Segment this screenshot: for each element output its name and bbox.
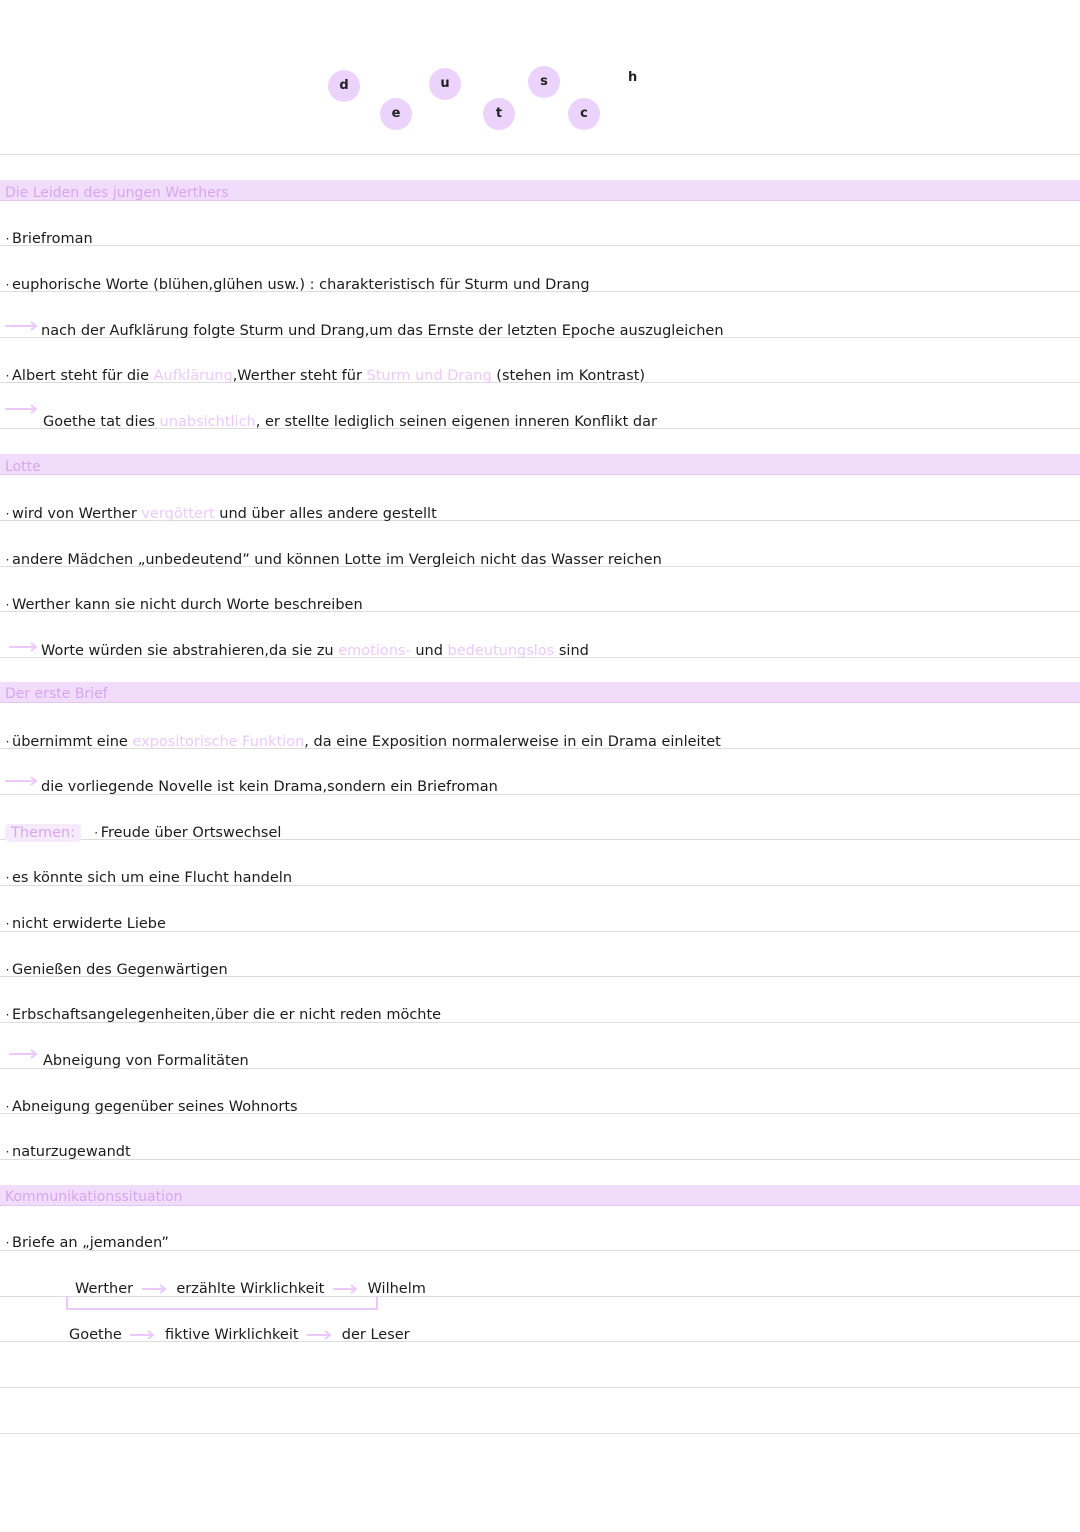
note-text: Erbschaftsangelegenheiten,über die er nicht reden möchte xyxy=(12,1007,442,1023)
section-heading-komm: Kommunikationssituation xyxy=(5,1189,183,1205)
note-line xyxy=(5,868,292,888)
note-text: Werther kann sie nicht durch Worte beschreiben xyxy=(12,597,363,613)
bullet: · xyxy=(5,1008,10,1022)
bullet: · xyxy=(5,963,10,977)
note-line xyxy=(5,366,645,386)
bullet: · xyxy=(5,735,10,749)
note-line: nach der Aufklärung folgte Sturm und Drang,um das Ernste der letzten Epoche auszugleichen xyxy=(41,323,724,339)
section-heading-werther: Die Leiden des jungen Werthers xyxy=(5,185,229,201)
bullet: · xyxy=(5,1145,10,1159)
arrow-icon xyxy=(333,1284,359,1294)
message: erzählte Wirklichkeit xyxy=(176,1281,325,1297)
bullet: · xyxy=(5,871,10,885)
note-text: Briefe an „jemanden” xyxy=(12,1235,169,1251)
note-text: Genießen des Gegenwärtigen xyxy=(12,962,228,978)
note-line xyxy=(43,412,657,432)
section-heading-brief: Der erste Brief xyxy=(5,686,108,702)
arrow-icon xyxy=(307,1330,333,1340)
note-line xyxy=(5,595,363,615)
bullet: · xyxy=(5,1100,10,1114)
arrow-icon xyxy=(5,776,39,786)
bullet: · xyxy=(94,826,99,840)
note-text: übernimmt eine xyxy=(12,734,133,750)
note-line xyxy=(41,641,589,661)
note-line: die vorliegende Novelle ist kein Drama,sondern ein Briefroman xyxy=(41,779,498,795)
arrow-icon xyxy=(130,1330,156,1340)
bullet: · xyxy=(5,1236,10,1250)
receiver: der Leser xyxy=(341,1327,410,1343)
note-line xyxy=(5,550,662,570)
title-letter: c xyxy=(568,98,600,130)
arrow-icon xyxy=(5,404,39,414)
highlight-term: emotions- xyxy=(338,643,411,659)
title-letter: d xyxy=(328,70,360,102)
note-line xyxy=(5,1097,298,1117)
note-line xyxy=(5,275,590,295)
note-line xyxy=(5,1142,131,1162)
communication-row xyxy=(69,1325,410,1345)
note-text: Freude über Ortswechsel xyxy=(100,825,282,841)
message: fiktive Wirklichkeit xyxy=(165,1327,299,1343)
note-text: und xyxy=(410,643,448,659)
arrow-icon xyxy=(5,642,39,652)
receiver: Wilhelm xyxy=(367,1281,426,1297)
note-text: andere Mädchen „unbedeutend” und können Lotte im Vergleich nicht das Wasser reichen xyxy=(12,552,662,568)
note-line xyxy=(5,732,721,752)
note-line: Abneigung von Formalitäten xyxy=(43,1053,249,1069)
highlight-term: Sturm und Drang xyxy=(366,368,492,384)
arrow-icon xyxy=(142,1284,168,1294)
bullet: · xyxy=(5,507,10,521)
sender: Werther xyxy=(75,1281,134,1297)
note-text: wird von Werther xyxy=(12,506,142,522)
bullet: · xyxy=(5,553,10,567)
note-text: Briefroman xyxy=(12,231,93,247)
highlight-term: Aufklärung xyxy=(153,368,233,384)
themen-tag: Themen: xyxy=(5,824,81,842)
note-line xyxy=(5,1233,169,1253)
sender: Goethe xyxy=(69,1327,122,1343)
note-text: Albert steht für die xyxy=(12,368,154,384)
note-text: , da eine Exposition normalerweise in ein Drama einleitet xyxy=(304,734,721,750)
note-text: Abneigung gegenüber seines Wohnorts xyxy=(12,1099,298,1115)
note-line xyxy=(5,960,228,980)
note-line xyxy=(5,823,281,843)
section-band xyxy=(0,454,1080,475)
bullet: · xyxy=(5,232,10,246)
highlight-term: bedeutungslos xyxy=(447,643,555,659)
highlight-term: unabsichtlich xyxy=(159,414,256,430)
note-text: (stehen im Kontrast) xyxy=(491,368,646,384)
note-line xyxy=(5,1005,441,1025)
highlight-term: vergöttert xyxy=(141,506,215,522)
note-text: ,Werther steht für xyxy=(232,368,367,384)
bullet: · xyxy=(5,917,10,931)
note-text: euphorische Worte (blühen,glühen usw.) : charakteristisch für Sturm und Drang xyxy=(12,277,590,293)
note-text: naturzugewandt xyxy=(12,1144,131,1160)
note-text: nicht erwiderte Liebe xyxy=(12,916,166,932)
bullet: · xyxy=(5,278,10,292)
section-band xyxy=(0,682,1080,703)
arrow-icon xyxy=(5,1049,39,1059)
note-text: Worte würden sie abstrahieren,da sie zu xyxy=(41,643,339,659)
title-letter: h xyxy=(628,70,638,85)
note-line xyxy=(5,504,437,524)
title-letter: e xyxy=(380,98,412,130)
note-line xyxy=(5,229,93,249)
bracket-decoration xyxy=(66,1296,378,1310)
title-letter: s xyxy=(528,66,560,98)
arrow-icon xyxy=(5,321,39,331)
note-text: und über alles andere gestellt xyxy=(214,506,437,522)
section-heading-lotte: Lotte xyxy=(5,459,41,475)
bullet: · xyxy=(5,369,10,383)
highlight-term: expositorische Funktion xyxy=(132,734,305,750)
note-text: es könnte sich um eine Flucht handeln xyxy=(12,870,293,886)
bullet: · xyxy=(5,598,10,612)
title-letter: t xyxy=(483,98,515,130)
title-letter: u xyxy=(429,68,461,100)
note-line xyxy=(5,914,166,934)
note-text: Goethe tat dies xyxy=(43,414,160,430)
note-text: sind xyxy=(554,643,589,659)
note-text: , er stellte lediglich seinen eigenen inneren Konflikt dar xyxy=(255,414,657,430)
